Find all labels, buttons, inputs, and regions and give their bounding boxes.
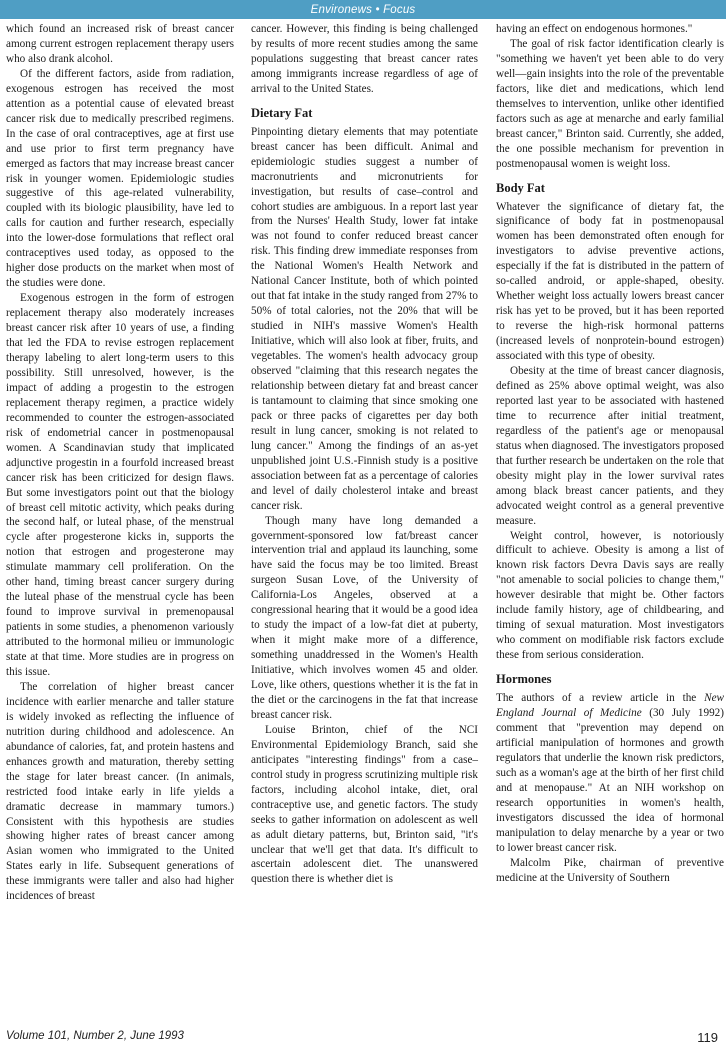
article-column-3 — [496, 22, 724, 885]
paragraph: cancer. However, this finding is being challenged by results of more recent studies among the same populations suggesting that breast cancer rates among immigrants increase regardless of age of arrival to the United States. — [251, 23, 478, 95]
section-heading-body-fat: Body Fat — [496, 180, 545, 195]
page-number: 119 — [697, 1030, 718, 1045]
paragraph: Malcolm Pike, chairman of preventive medicine at the University of Southern — [496, 856, 724, 884]
section-title: Environews • Focus — [310, 3, 416, 16]
section-header-bar — [0, 0, 726, 19]
paragraph: The correlation of higher breast cancer incidence with earlier menarche and taller stature is widely invoked as reflecting the influence of nutrition during childhood and adolescence. An abundance of calories, fat, and protein hastens and enhances growth and maturation, thereby setting the stage for later breast cancer. (In animals, restricted food intake early in life yields a dramatic decrease in mammary tumors.) Consistent with this hypothesis are studies showing higher rates of breast cancer among Asian women who immigrated to the United States early in life. Subsequent generations of these immigrants were taller and also had higher incidences of breast — [6, 680, 234, 903]
issue-info: Volume 101, Number 2, June 1993 — [6, 1030, 184, 1042]
paragraph-text: (30 July 1992) comment that "prevention may depend on artificial manipulation of hormones and growth regulators that underlie the known risk predictors, such as a woman's age at the birth of her first child and at menopause." At an NIH workshop on research opportunities in women's health, investigators discussed the idea of hormonal manipulation to delay menarche by a year or two to lower breast cancer risk. — [496, 707, 724, 854]
section-heading-hormones: Hormones — [496, 672, 552, 687]
paragraph: Of the different factors, aside from radiation, exogenous estrogen has received the most attention as a potential cause of elevated breast cancer risk due to medically prescribed regimens. In the case of oral contraceptives, age at first use and use prior to first term pregnancy have emerged as factors that may increase breast cancer risk in younger women. Epidemiologic studies suggestive of this age-related vulnerability, coupled with its biologic plausibility, have led to calls for caution and further research, especially into the lower-dose formulations that reflect oral contraceptives used today, as opposed to the higher dose products on the market when most of the studies were done. — [6, 67, 234, 290]
paragraph-text: The authors of a review article in the — [496, 692, 705, 705]
paragraph: Weight control, however, is notoriously difficult to achieve. Obesity is among a list of known risk factors Devra Davis says are really "not amenable to social policies to change them," however desirable that might be. Other factors include family history, age of childbearing, and timing of sexual maturation. Most investigators who comment on modifiable risk factors exclude these from serious consideration. — [496, 529, 724, 662]
paragraph: Pinpointing dietary elements that may potentiate breast cancer has been difficult. Animal and epidemiologic studies suggest a number of macronutrients and micronutrients for investigation, but results of case–control and cohort studies are ambiguous. In a report last year from the Nurses' Health Study, lower fat intake was not found to confer reduced breast cancer risk. This finding drew immediate responses from the National Women's Health Network and National Cancer Institute, both of which pointed out that fat intake in the study ranged from 27% to 50% of total calories, not the 20% that will be studied in NIH's massive Women's Health Initiative, which will also look at fiber, fruits, and vegetables. The women's health advocacy group observed "claiming that this research negates the relationship between dietary fat and breast cancer is tantamount to claiming that since smoking one pack or three packs of cigarettes per day both result in lung cancer, smoking is not related to lung cancer." Among the findings of an as-yet unpublished joint U.S.-Finnish study is a positive association between fat as a percentage of calories and level of daily cholesterol intake and breast cancer risk. — [251, 125, 478, 512]
paragraph: Obesity at the time of breast cancer diagnosis, defined as 25% above optimal weight, was also reported last year to be associated with hastened time to recurrence after initial treatment, regardless of the patient's age or menopausal status when diagnosed. The investigators proposed that further research be undertaken on the role that obesity might play in the lower survival rates among black breast cancer patients, and they advocated weight control as a general preventive measure. — [496, 365, 724, 527]
section-heading-dietary-fat: Dietary Fat — [251, 105, 313, 120]
paragraph: Whatever the significance of dietary fat, the significance of body fat in postmenopausal women has been demonstrated often enough for investigators to advise preventive actions, especially if the fat is distributed in the pattern of so-called android, or apple-shaped, obesity. Whether weight loss actually lowers breast cancer risk has yet to be proved, but it has been reported to reverse the high-risk hormonal patterns (increased levels of nonprotein-bound estrogen) associated with this type of obesity. — [496, 200, 724, 363]
paragraph: Though many have long demanded a government-sponsored low fat/breast cancer intervention trial and applaud its launching, some have said the focus may be too limited. Breast surgeon Susan Love, of the University of California-Los Angeles, observed at a congressional hearing that it would be a good idea to study the impact of a low-fat diet at puberty, when it might make more of a difference, something unaddressed in the Women's Health Initiative, which involves women 45 and older. Love, like others, questions whether it is the fat in the diet or the carcinogens in the fat that increase breast cancer risk. — [251, 514, 478, 721]
article-column-1 — [6, 22, 234, 904]
journal-title: New England Journal of Medicine — [496, 692, 724, 720]
paragraph: Exogenous estrogen in the form of estrogen replacement therapy also moderately increases breast cancer risk after 10 years of use, a finding that led the FDA to revise estrogen replacement therapy labeling to alert long-term users to this possibility. Still unresolved, however, is the impact of adding a progestin to the estrogen replacement therapy regimen, a practice widely recommended to counter the estrogen-associated risk of endometrial cancer in postmenopausal women. A Scandinavian study that implicated adjunctive progestin in a fourfold increased breast cancer risk has been criticized for design flaws. But some investigators point out that the biology of breast cell mitotic activity, which peaks during the second half, or luteal phase, of the menstrual cycle after progesterone kicks in, supports the notion that estrogen and progesterone may stimulate mammary cell proliferation. On the other hand, timing breast cancer surgery during the luteal phase of the menstrual cycle has been found to improve survival in premenopausal patients in some studies, a phenomenon variously attributed to the hormonal milieu or immunologic state at that time. More studies are in progress on this issue. — [6, 292, 234, 678]
paragraph: which found an increased risk of breast cancer among current estrogen replacement therapy users who also drank alcohol. — [6, 23, 234, 65]
paragraph — [496, 691, 724, 855]
article-column-2 — [251, 22, 478, 887]
paragraph: having an effect on endogenous hormones." — [496, 23, 693, 35]
paragraph: The goal of risk factor identification clearly is "something we haven't yet been able to do very well—gain insights into the role of the preventable factors, like diet and medications, which lend themselves to intervention, unlike other identified factors such as age at menarche and early familial breast cancer," Brinton said. Currently, she added, the one possible mechanism for prevention in postmenopausal women is weight loss. — [496, 37, 724, 170]
paragraph: Louise Brinton, chief of the NCI Environmental Epidemiology Branch, said she anticipates "interesting findings" from a case–control study in progress scrutinizing multiple risk factors, including alcohol intake, diet, oral contraceptive use, and genetic factors. The study seeks to gather information on adolescent as well as adult dietary patterns, but, Brinton said, "it's unclear that we'll get that data. It's difficult to ascertain adolescent diet. The unanswered question there is whether diet is — [251, 723, 478, 886]
page-footer — [6, 1030, 720, 1046]
